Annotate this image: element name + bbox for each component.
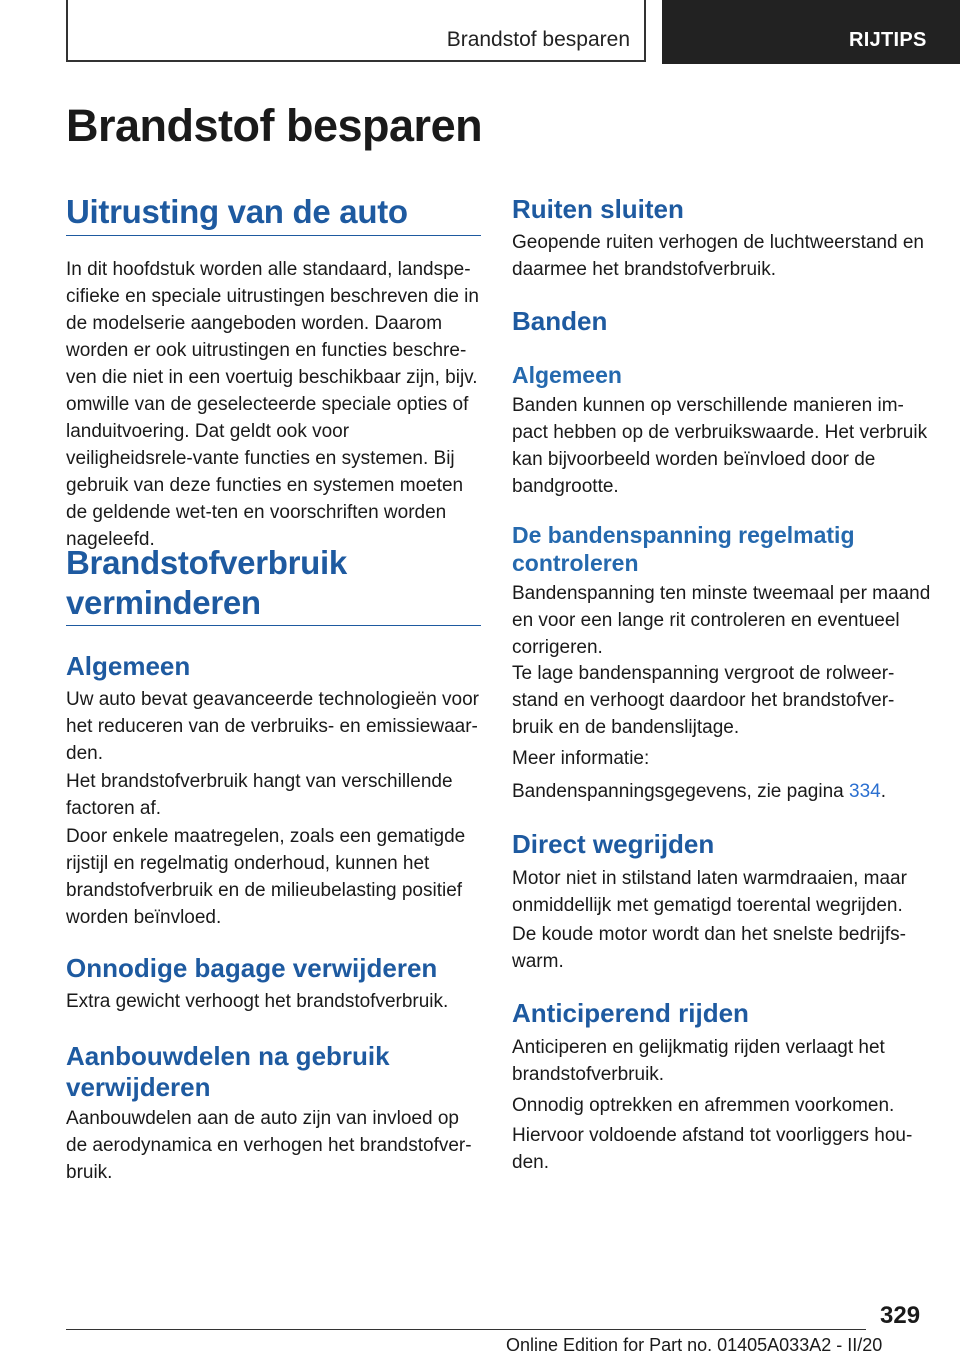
paragraph-anticiperend-2: Onnodig optrekken en afremmen voorkomen. [512, 1095, 895, 1116]
heading-ruiten: Ruiten sluiten [512, 194, 684, 224]
reference-end: . [880, 781, 886, 802]
heading-bandenspanning: De bandenspanning regelmatig controleren [512, 522, 855, 576]
heading-algemeen: Algemeen [66, 651, 191, 681]
heading-banden: Banden [512, 306, 608, 336]
header-section-label: Brandstof besparen [446, 28, 630, 51]
paragraph-aanbouwdelen: Aanbouwdelen aan de auto zijn van invloed op de aerodynamica en verhogen het brandstofver-bruik. [66, 1108, 472, 1183]
page-334-link[interactable]: 334 [849, 781, 881, 802]
header-chapter-label: RIJTIPS [849, 29, 927, 51]
paragraph-anticiperend-3: Hiervoor voldoende afstand tot voorliggers hou-den. [512, 1125, 913, 1173]
footer-rule [66, 1329, 866, 1330]
footer-edition: Online Edition for Part no. 01405A033A2 - II/20 [506, 1335, 883, 1355]
heading-banden-algemeen: Algemeen [512, 362, 622, 388]
heading-brandstofverbruik: Brandstofverbruik verminderen [66, 543, 481, 626]
paragraph-meer-informatie: Meer informatie: [512, 748, 650, 769]
page-title: Brandstof besparen [66, 100, 483, 151]
paragraph-banden-algemeen: Banden kunnen op verschillende manieren im-pact hebben op de verbruikswaarde. Het verbruik kan bijvoorbeeld worden beïnvloed door de bandgrootte. [512, 395, 928, 497]
header-section-box [66, 0, 646, 62]
page-header [66, 0, 960, 64]
paragraph-algemeen-3: Door enkele maatregelen, zoals een gematigde rijstijl en regelmatig onderhoud, kunnen het brandstofverbruik en de milieubelasting positief worden beïnvloed. [66, 826, 466, 928]
reference-text: Bandenspanningsgegevens, zie pagina [512, 781, 849, 802]
paragraph-anticiperend-1: Anticiperen en gelijkmatig rijden verlaagt het brandstofverbruik. [512, 1037, 885, 1085]
heading-anticiperend: Anticiperend rijden [512, 998, 749, 1028]
paragraph-bandenspanning-ref [512, 778, 932, 805]
heading-aanbouwdelen: Aanbouwdelen na gebruik verwijderen [66, 1041, 390, 1102]
paragraph-bandenspanning-2: Te lage bandenspanning vergroot de rolweer-stand en verhoogt daardoor het brandstofver-bruik en de bandenslijtage. [512, 663, 895, 738]
header-chapter-tab [662, 0, 960, 64]
paragraph-uitrusting: In dit hoofdstuk worden alle standaard, landspe-cifieke en speciale uitrustingen beschreven die in de modelserie aangeboden worden. Daarom worden er ook uitrustingen en functies beschre-ven die niet in een voertuig beschikbaar zijn, bijv. omwille van de geselecteerde speciale opties of landuitvoering. Dat geldt ook voor veiligheidsrele-vante functies en systemen. Bij gebruik van deze functies en systemen moeten de geldende wet-ten en voorschriften worden nageleefd. [66, 259, 479, 550]
heading-bagage: Onnodige bagage verwijderen [66, 953, 438, 983]
paragraph-algemeen-2: Het brandstofverbruik hangt van verschillende factoren af. [66, 771, 453, 819]
paragraph-bagage: Extra gewicht verhoogt het brandstofverbruik. [66, 991, 449, 1012]
heading-direct-wegrijden: Direct wegrijden [512, 829, 715, 859]
paragraph-bandenspanning-1: Bandenspanning ten minste tweemaal per maand en voor een lange rit controleren en eventueel corrigeren. [512, 583, 931, 658]
page-number: 329 [880, 1302, 921, 1329]
heading-uitrusting: Uitrusting van de auto [66, 192, 481, 236]
paragraph-direct-2: De koude motor wordt dan het snelste bedrijfs-warm. [512, 924, 906, 972]
paragraph-ruiten: Geopende ruiten verhogen de luchtweerstand en daarmee het brandstofverbruik. [512, 232, 924, 280]
paragraph-algemeen-1: Uw auto bevat geavanceerde technologieën voor het reduceren van de verbruiks- en emissiewaar-den. [66, 689, 480, 764]
paragraph-direct-1: Motor niet in stilstand laten warmdraaien, maar onmiddellijk met gematigd toerental wegrijden. [512, 868, 907, 916]
